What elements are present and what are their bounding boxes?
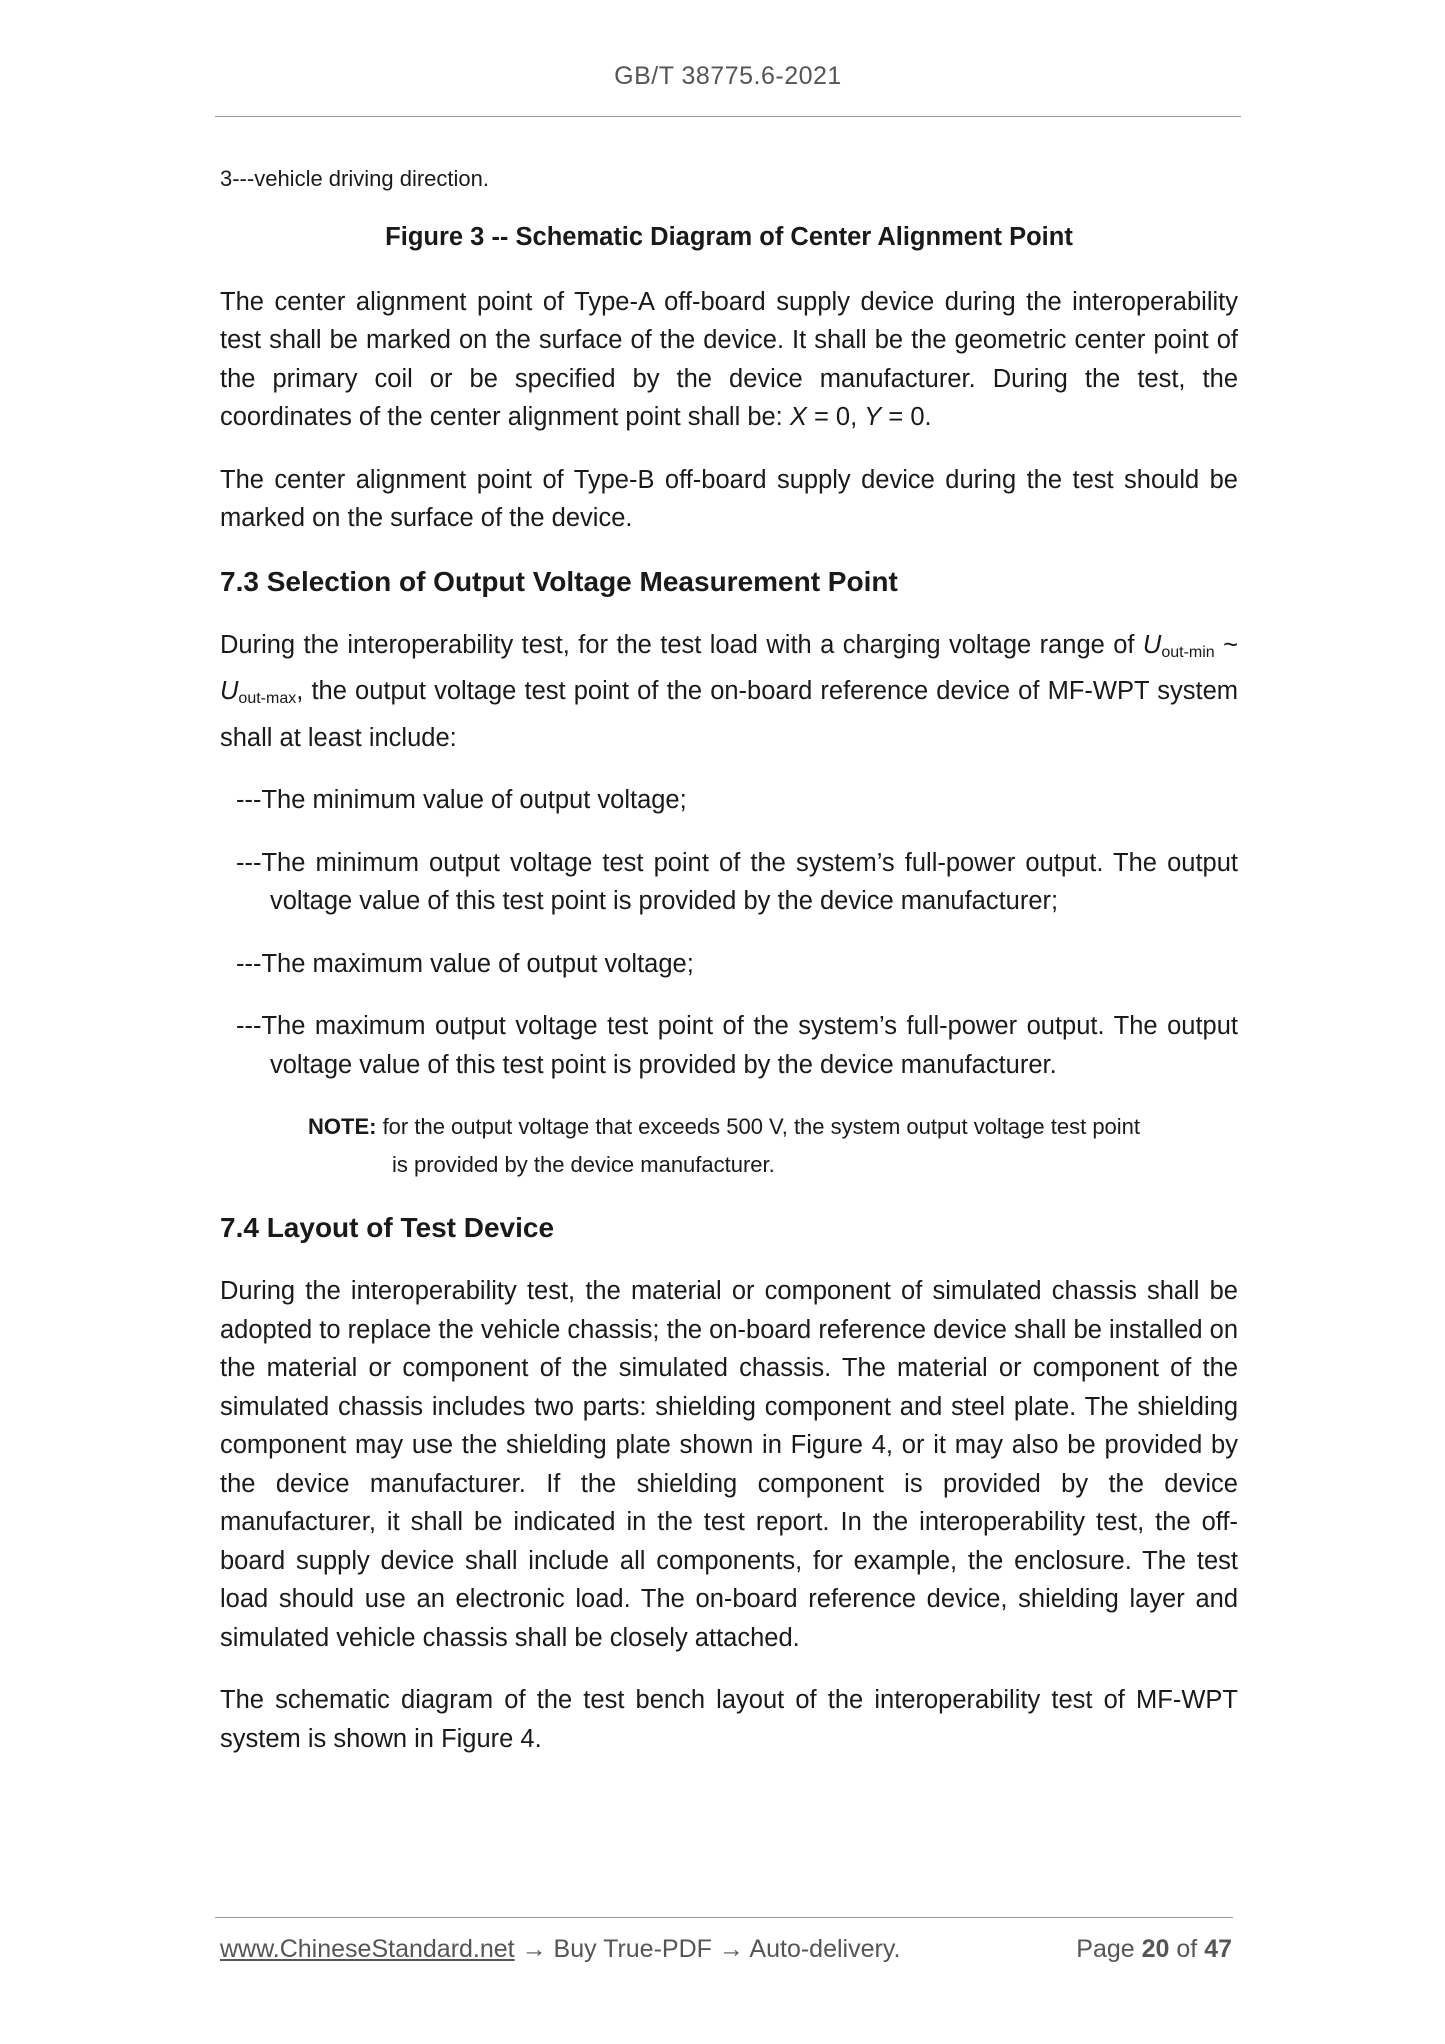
page-footer xyxy=(220,1935,1232,1964)
section-7-4-paragraph-figure-ref: The schematic diagram of the test bench layout of the interoperability test of MF-WPT system is shown in Figure 4. xyxy=(220,1686,1238,1753)
page-label: Page xyxy=(1076,1935,1142,1963)
subscript-out-min: out-min xyxy=(1161,643,1215,661)
list-item: ---The minimum output voltage test point of the system’s full-power output. The output voltage value of this test point is provided by the device manufacturer; xyxy=(236,848,1238,915)
of-label: of xyxy=(1169,1935,1205,1963)
arrow-right-icon: → xyxy=(711,1935,750,1963)
paragraph-text: , the output voltage test point of the on-board reference device of MF-WPT system shall at least include: xyxy=(220,677,1238,752)
header-title: GB/T 38775.6-2021 xyxy=(614,62,842,90)
page-total: 47 xyxy=(1204,1935,1232,1963)
document-header xyxy=(215,62,1241,91)
paragraph-type-b: The center alignment point of Type-B off-board supply device during the test should be marked on the surface of the device. xyxy=(220,465,1238,532)
paragraph-text: = 0. xyxy=(881,403,932,431)
paragraph-text: During the interoperability test, for the test load with a charging voltage range of xyxy=(220,630,1143,659)
page-content xyxy=(220,164,1238,1758)
footer-divider xyxy=(215,1917,1233,1918)
section-title-7-4: 7.4 Layout of Test Device xyxy=(220,1212,555,1243)
figure-legend-item: 3---vehicle driving direction. xyxy=(220,166,489,191)
section-7-4-paragraph: During the interoperability test, the material or component of simulated chassis shall be adopted to replace the vehicle chassis; the on-board reference device shall be installed on the material or component of the simulated chassis. The material or component of the simulated chassis includes two parts: shielding component and steel plate. The shielding component may use the shielding plate shown in Figure 4, or it may also be provided by the device manufacturer. If the shielding component is provided by the device manufacturer, it shall be indicated in the test report. In the interoperability test, the off-board supply device shall include all components, for example, the enclosure. The test load should use an electronic load. The on-board reference device, shielding layer and simulated vehicle chassis shall be closely attached. xyxy=(220,1277,1238,1652)
subscript-out-max: out-max xyxy=(238,690,297,707)
paragraph-text: The center alignment point of Type-A off-board supply device during the interoperability test shall be marked on the surface of the device. It shall be the geometric center point of the primary coil or be specified by the device manufacturer. During the test, the coordinates of the center alignment point shall be: xyxy=(220,287,1238,431)
section-7-3-intro xyxy=(220,626,1238,758)
paragraph-text: = 0, xyxy=(806,403,865,431)
figure-caption: Figure 3 -- Schematic Diagram of Center Alignment Point xyxy=(385,223,1073,251)
list-item: ---The minimum value of output voltage; xyxy=(236,786,687,814)
y-symbol: Y xyxy=(864,403,882,431)
list-item: ---The maximum output voltage test point of the system’s full-power output. The output voltage value of this test point is provided by the device manufacturer. xyxy=(236,1012,1238,1079)
paragraph-type-a xyxy=(220,283,1238,437)
voltage-symbol: U xyxy=(1142,630,1162,659)
auto-delivery-text: Auto-delivery. xyxy=(749,1935,901,1963)
header-divider xyxy=(215,116,1241,117)
tilde: ~ xyxy=(1214,630,1238,659)
note xyxy=(220,1108,1238,1184)
page-number: 20 xyxy=(1141,1935,1170,1963)
page-indicator xyxy=(1076,1935,1232,1964)
voltage-symbol: U xyxy=(220,677,239,705)
note-text-continued: is provided by the device manufacturer. xyxy=(392,1152,775,1177)
section-title-7-3: 7.3 Selection of Output Voltage Measurement Point xyxy=(220,565,898,597)
buy-true-pdf-text: Buy True-PDF xyxy=(553,1935,712,1963)
website-link[interactable]: www.ChineseStandard.net xyxy=(220,1935,515,1963)
list-item: ---The maximum value of output voltage; xyxy=(236,949,694,978)
x-symbol: X xyxy=(789,403,807,431)
note-text: for the output voltage that exceeds 500 V, the system output voltage test point xyxy=(376,1114,1141,1139)
arrow-right-icon: → xyxy=(514,1935,554,1963)
note-label: NOTE: xyxy=(308,1114,377,1139)
